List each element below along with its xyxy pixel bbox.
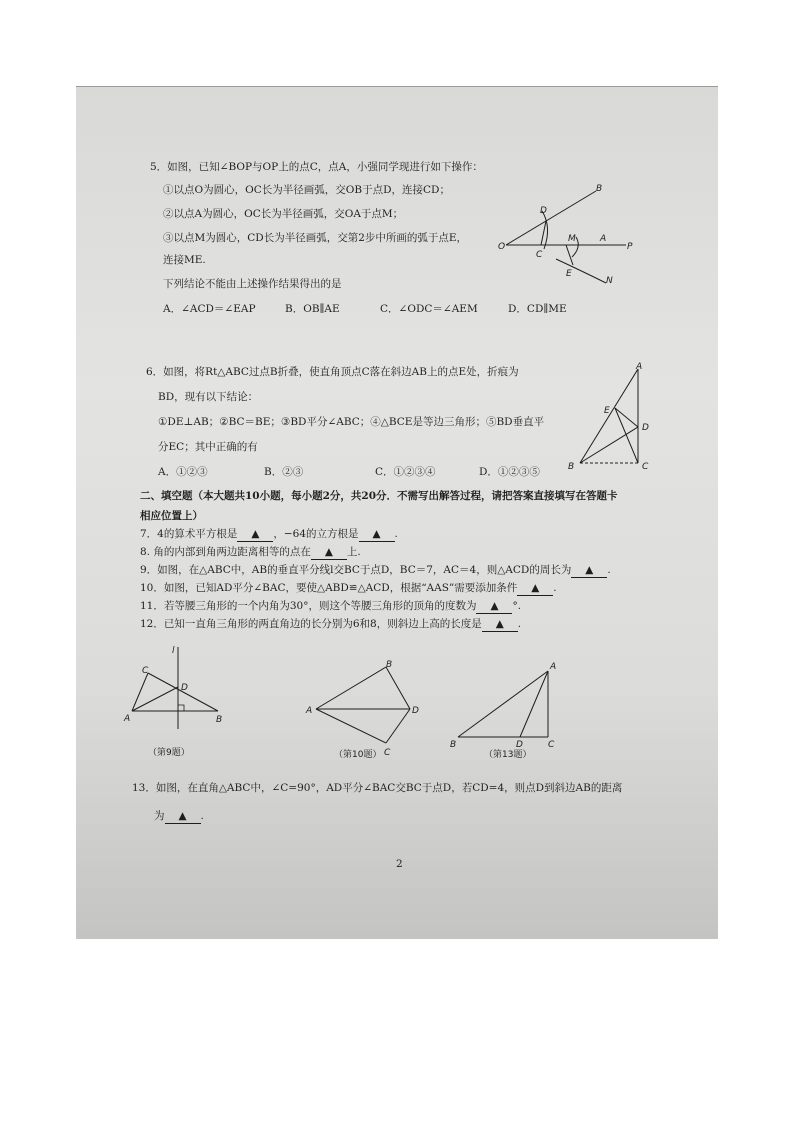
q5-stem: 5．如图，已知∠BOP与OP上的点C，点A，小强同学现进行如下操作： xyxy=(150,161,483,173)
q6-figure xyxy=(566,363,656,473)
q6-line4: 分EC；其中正确的有 xyxy=(158,441,258,453)
q6-fig-label-a: A xyxy=(636,362,643,372)
q9-blank: ▲ xyxy=(571,563,607,578)
fig13-label-d: D xyxy=(516,740,523,750)
q9 xyxy=(140,563,611,578)
q5-fig-label-p: P xyxy=(627,242,633,252)
fig10-label-d: D xyxy=(412,706,419,716)
q5-option-b: B．OB∥AE xyxy=(285,303,340,315)
q5-fig-label-d: D xyxy=(540,206,547,216)
page-number: 2 xyxy=(396,858,403,870)
q5-step1: ①以点O为圆心，OC长为半径画弧，交OB于点D，连接CD； xyxy=(163,184,450,196)
fig9-label-b: B xyxy=(216,715,223,725)
q6-line3: ①DE⊥AB；②BC＝BE；③BD平分∠ABC；④△BCE是等边三角形；⑤BD垂直平 xyxy=(158,416,545,428)
q8-blank: ▲ xyxy=(311,545,347,560)
q5-option-a: A．∠ACD＝∠EAP xyxy=(163,303,256,315)
fig9-label-c: C xyxy=(142,666,149,676)
q6-line2: BD，现有以下结论： xyxy=(158,391,259,403)
q5-fig-label-a: A xyxy=(600,234,607,244)
q13-line1: 13．如图，在直角△ABC中，∠C=90°，AD平分∠BAC交BC于点D，若CD=4，则点D到斜边AB的距离 xyxy=(132,782,623,794)
q9-text-a: 9．如图，在△ABC中，AB的垂直平分线l交BC于点D，BC＝7，AC＝4，则△ACD的周长为 xyxy=(140,564,572,576)
q13-text-b: . xyxy=(200,810,204,822)
q6-option-b: B．②③ xyxy=(264,466,304,478)
q5-fig-label-n: N xyxy=(606,276,613,286)
q6-fig-label-d: D xyxy=(642,423,649,433)
q5-question: 下列结论不能由上述操作结果得出的是 xyxy=(163,278,342,290)
q5-option-c: C．∠ODC＝∠AEM xyxy=(380,303,478,315)
q5-option-d: D．CD∥ME xyxy=(508,303,567,315)
q7-blank-2: ▲ xyxy=(359,527,395,542)
fig13 xyxy=(448,659,574,759)
q11-text-a: 11．若等腰三角形的一个内角为30°，则这个等腰三角形的顶角的度数为 xyxy=(140,600,477,612)
fig10 xyxy=(304,659,424,759)
q7-text-a: 7．4的算术平方根是 xyxy=(140,528,238,540)
fig13-label-a: A xyxy=(550,662,557,672)
fig9-label-l: l xyxy=(172,646,175,656)
fig13-caption: （第13题） xyxy=(484,750,532,760)
q12-text-b: . xyxy=(517,618,522,630)
fig9-label-a: A xyxy=(124,714,131,724)
q5-fig-label-b: B xyxy=(596,184,603,194)
fig9-caption: （第9题） xyxy=(148,748,190,758)
q7-blank-1: ▲ xyxy=(237,527,273,542)
q10-blank: ▲ xyxy=(517,581,553,596)
fig10-caption: （第10题） xyxy=(334,750,382,760)
q11-blank: ▲ xyxy=(476,599,512,614)
q13-blank: ▲ xyxy=(165,809,201,824)
q7-text-c: . xyxy=(394,528,398,540)
q7 xyxy=(140,527,398,542)
q8-text-a: 8. 角的内部到角两边距离相等的点在 xyxy=(140,546,311,558)
q5-step3b: 连接ME. xyxy=(163,254,206,266)
q8 xyxy=(140,545,361,560)
fig10-label-a: A xyxy=(306,706,313,716)
q5-figure xyxy=(496,183,636,293)
q5-fig-label-e: E xyxy=(566,269,572,279)
q5-fig-label-m: M xyxy=(568,234,576,244)
q11 xyxy=(140,599,521,614)
q5-fig-label-c: C xyxy=(536,250,543,260)
q6-option-a: A．①②③ xyxy=(158,466,208,478)
fig10-label-b: B xyxy=(386,660,393,670)
q5-step2: ②以点A为圆心，OC长为半径画弧，交OA于点M； xyxy=(163,208,404,220)
q12-blank: ▲ xyxy=(482,617,518,632)
section2-heading-cont: 相应位置上） xyxy=(140,510,203,522)
fig9 xyxy=(124,643,234,759)
fig9-label-d: D xyxy=(181,683,188,693)
fig10-label-c: C xyxy=(384,748,391,758)
q13-line2 xyxy=(154,809,204,824)
fig13-label-c: C xyxy=(548,740,555,750)
q6-option-d: D．①②③⑤ xyxy=(479,466,540,478)
q10-text-a: 10．如图，已知AD平分∠BAC，要使△ABD≌△ACD，根据“AAS”需要添加条件 xyxy=(140,582,518,594)
q13-text-a: 为 xyxy=(154,810,165,822)
fig13-label-b: B xyxy=(450,740,457,750)
q7-text-b: ，−64的立方根是 xyxy=(273,528,359,540)
q12-text-a: 12．已知一直角三角形的两直角边的长分别为6和8，则斜边上高的长度是 xyxy=(140,618,482,630)
q6-stem: 6．如图，将Rt△ABC过点B折叠，使直角顶点C落在斜边AB上的点E处，折痕为 xyxy=(146,366,519,378)
q10 xyxy=(140,581,557,596)
exam-page-photo xyxy=(76,86,718,939)
q6-fig-label-e: E xyxy=(604,406,610,416)
section2-heading: 二、填空题（本大题共10小题，每小题2分，共20分．不需写出解答过程，请把答案直接填写在答题卡 xyxy=(140,490,618,502)
q10-text-b: . xyxy=(553,582,557,594)
q9-text-b: . xyxy=(607,564,611,576)
q12 xyxy=(140,617,521,632)
q6-fig-label-c: C xyxy=(642,462,649,472)
q5-step3: ③以点M为圆心，CD长为半径画弧，交第2步中所画的弧于点E， xyxy=(163,232,468,244)
q8-text-b: 上. xyxy=(346,546,361,558)
q11-text-b: °. xyxy=(512,600,522,612)
q5-fig-label-o: O xyxy=(498,242,506,252)
q6-option-c: C．①②③④ xyxy=(375,466,436,478)
q6-fig-label-b: B xyxy=(568,462,575,472)
